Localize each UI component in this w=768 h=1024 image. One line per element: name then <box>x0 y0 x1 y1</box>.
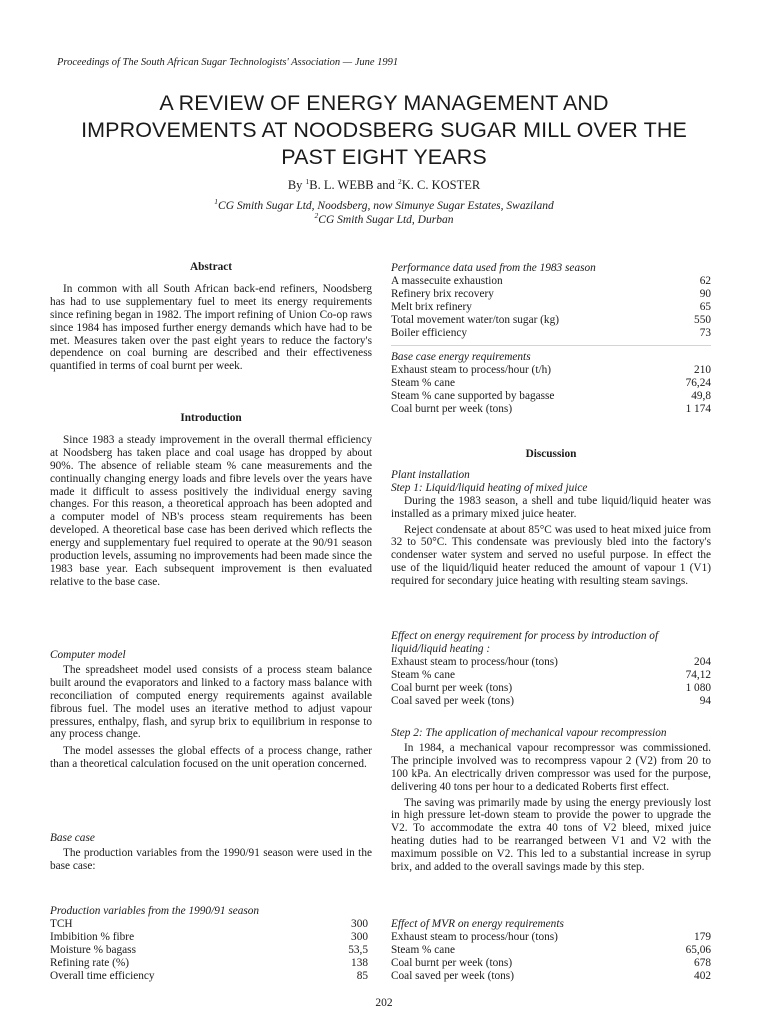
table-row <box>50 944 368 957</box>
row-label: Steam % cane <box>391 943 455 956</box>
discussion-section <box>391 448 711 588</box>
step1-p1: During the 1983 season, a shell and tube liquid/liquid heater was installed as a primary mixed juice heater. <box>391 494 711 520</box>
row-value: 65,06 <box>685 943 711 956</box>
step2-p2: The saving was primarily made by using the energy previously lost in high pressure let-down steam to provide the power to upgrade the V2. To accommodate the extra 40 tons of V2 bleed, mixed juice heating duties had to be rearranged between V1 and V2 with the maximum possible on V2. This led to a substantial increase in syrup brix, and added to the overall savings made by this step. <box>391 796 711 874</box>
row-value: 62 <box>699 274 711 287</box>
author1-sup: 1 <box>305 177 310 186</box>
step2-heading: Step 2: The application of mechanical vapour recompression <box>391 727 667 739</box>
row-label: Coal saved per week (tons) <box>391 694 514 707</box>
row-label: Boiler efficiency <box>391 326 468 339</box>
affiliation-1 <box>0 197 768 212</box>
table-row <box>391 364 711 377</box>
step1-heading: Step 1: Liquid/liquid heating of mixed juice <box>391 481 588 494</box>
effect1-heading: Effect on energy requirement for process by introduction of liquid/liquid heating : <box>391 630 659 655</box>
title-line: PAST EIGHT YEARS <box>281 145 487 169</box>
row-value: 90 <box>699 287 711 300</box>
table-row <box>391 288 711 301</box>
row-value: 74,12 <box>685 668 711 681</box>
table-row <box>391 314 711 327</box>
abstract-text: In common with all South African back-end refiners, Noodsberg has had to use supplementary fuel to meet its energy requirements since refining began in 1982. The import refining of Union Co-op raws since 1984 has imposed further energy demands which have had to be met. Measures taken over the past eight years to reduce the factory's dependence on coal burning are described and their effectiveness quantified in terms of coal burnt per week. <box>50 282 372 373</box>
row-value: 65 <box>699 300 711 313</box>
row-value: 550 <box>694 313 711 326</box>
table-row <box>391 669 711 682</box>
row-value: 53,5 <box>348 943 368 956</box>
author1-name: B. L. WEBB <box>309 178 374 193</box>
row-label: TCH <box>50 917 73 930</box>
table-row <box>391 931 711 944</box>
introduction-text: Since 1983 a steady improvement in the overall thermal efficiency at Noodsberg has taken place and coal usage has dropped by about 90%. The absence of reliable steam % cane measurements and the continually changing energy loads and fibre levels over the years have made it difficult to assess positively the individual energy saving changes. For this reason, a theoretical approach has been adopted and a computer model of NB's process steam requirements has been developed. A theoretical base case has been derived which reflects the energy and supplementary fuel required to operate at the 90/91 season production levels, assuming no improvements had been made since the 1983 base year. Each subsequent improvement is then evaluated relative to the base case. <box>50 433 372 588</box>
table-row <box>391 377 711 390</box>
row-value: 678 <box>694 956 711 969</box>
title-line: IMPROVEMENTS AT NOODSBERG SUGAR MILL OVER THE <box>81 118 687 142</box>
row-value: 179 <box>694 930 711 943</box>
table-row <box>50 970 368 983</box>
performance-data-heading: Performance data used from the 1983 season <box>391 262 596 274</box>
row-value: 76,24 <box>685 377 711 390</box>
affiliation-1-sup: 1 <box>214 197 219 206</box>
row-label: Refining rate (%) <box>50 956 130 969</box>
row-value: 73 <box>699 326 711 339</box>
affiliation-2-text: CG Smith Sugar Ltd, Durban <box>318 213 454 226</box>
row-label: Coal burnt per week (tons) <box>391 956 513 969</box>
table-row <box>391 403 711 416</box>
computer-model-section <box>50 649 372 771</box>
effect2-table <box>391 918 711 983</box>
row-value: 210 <box>694 364 711 377</box>
page-number: 202 <box>375 997 393 1009</box>
table-row <box>391 970 711 983</box>
abstract-heading: Abstract <box>189 261 233 273</box>
row-label: Total movement water/ton sugar (kg) <box>391 313 559 326</box>
row-label: Moisture % bagass <box>50 943 136 956</box>
paper-title <box>40 90 728 171</box>
row-label: Coal burnt per week (tons) <box>391 403 513 416</box>
row-value: 300 <box>351 930 368 943</box>
row-value: 138 <box>351 956 368 969</box>
table-row <box>391 682 711 695</box>
row-value: 1 080 <box>685 681 711 694</box>
row-label: Exhaust steam to process/hour (tons) <box>391 930 558 943</box>
introduction-section <box>50 412 372 589</box>
table-row <box>391 944 711 957</box>
table-row <box>391 695 711 708</box>
effect2-heading: Effect of MVR on energy requirements <box>391 918 564 930</box>
author-and: and <box>376 178 395 193</box>
step1-p2: Reject condensate at about 85°C was used to heat mixed juice from 32 to 50°C. This condensate was previously bled into the factory's condenser water system and served no useful purpose. In effect the use of the liquid/liquid heater reduced the amount of vapour 1 (V1) required for secondary juice heating with resulting steam savings. <box>391 523 711 588</box>
table-row <box>50 957 368 970</box>
row-value: 85 <box>356 969 368 982</box>
table-row <box>391 656 711 669</box>
affiliation-2-sup: 2 <box>314 211 319 220</box>
base-case-section <box>50 832 372 873</box>
effect1-table <box>391 630 711 707</box>
computer-model-heading: Computer model <box>50 649 126 661</box>
table-row <box>391 301 711 314</box>
introduction-heading: Introduction <box>180 412 242 424</box>
author2-name: K. C. KOSTER <box>401 178 481 193</box>
discussion-heading: Discussion <box>525 448 577 460</box>
row-label: Steam % cane <box>391 377 455 390</box>
row-value: 402 <box>694 969 711 982</box>
table-divider <box>391 345 711 346</box>
row-label: Steam % cane <box>391 668 455 681</box>
abstract-section <box>50 261 372 373</box>
author-prefix: By <box>287 178 303 193</box>
row-value: 300 <box>351 917 368 930</box>
step2-section <box>391 727 711 874</box>
row-label: Refinery brix recovery <box>391 287 494 300</box>
base-energy-heading: Base case energy requirements <box>391 351 531 364</box>
running-head: Proceedings of The South African Sugar Technologists' Association — June 1991 <box>57 57 399 68</box>
author-line <box>0 177 768 193</box>
table-row <box>391 390 711 403</box>
production-variables-table <box>50 905 368 982</box>
affiliation-2 <box>0 211 768 226</box>
row-value: 49,8 <box>691 390 711 403</box>
row-label: Exhaust steam to process/hour (tons) <box>391 655 558 668</box>
step2-p1: In 1984, a mechanical vapour recompressor was commissioned. The principle involved was to recompress vapour 2 (V2) from 20 to 100 kPa. An electrically driven compressor was used for the purpose, delivering 40 tons per hour to a dedicated Roberts first effect. <box>391 741 711 793</box>
row-label: Melt brix refinery <box>391 300 472 313</box>
row-label: Imbibition % fibre <box>50 930 135 943</box>
row-label: Coal burnt per week (tons) <box>391 681 513 694</box>
row-label: Overall time efficiency <box>50 969 155 982</box>
table-row <box>50 931 368 944</box>
table-row <box>391 275 711 288</box>
table-row <box>391 957 711 970</box>
production-variables-heading: Production variables from the 1990/91 season <box>50 905 260 917</box>
affiliation-1-text: CG Smith Sugar Ltd, Noodsberg, now Simunye Sugar Estates, Swaziland <box>218 199 554 212</box>
row-value: 94 <box>699 694 711 707</box>
row-label: Steam % cane supported by bagasse <box>391 390 555 403</box>
row-value: 204 <box>694 655 711 668</box>
title-line: A REVIEW OF ENERGY MANAGEMENT AND <box>159 91 609 115</box>
base-case-heading: Base case <box>50 832 95 844</box>
row-label: A massecuite exhaustion <box>391 274 503 287</box>
table-row <box>50 918 368 931</box>
author2-sup: 2 <box>397 177 402 186</box>
row-value: 1 174 <box>685 403 711 416</box>
row-label: Exhaust steam to process/hour (t/h) <box>391 364 552 377</box>
computer-model-p1: The spreadsheet model used consists of a process steam balance built around the evaporators and linked to a factory mass balance with reconciliation of computed energy requirements against available fibrous fuel. The model uses an iterative method to adjust vapour pressures, enthalpy, flash, and syrup brix to equilibrium in response to any process change. <box>50 663 372 741</box>
computer-model-p2: The model assesses the global effects of a process change, rather than a theoretical calculation focused on the unit operation concerned. <box>50 745 372 771</box>
performance-data-table <box>391 262 711 416</box>
base-case-text: The production variables from the 1990/91 season were used in the base case: <box>50 846 372 872</box>
plant-installation-heading: Plant installation <box>391 468 470 481</box>
row-label: Coal saved per week (tons) <box>391 969 514 982</box>
table-row <box>391 327 711 340</box>
